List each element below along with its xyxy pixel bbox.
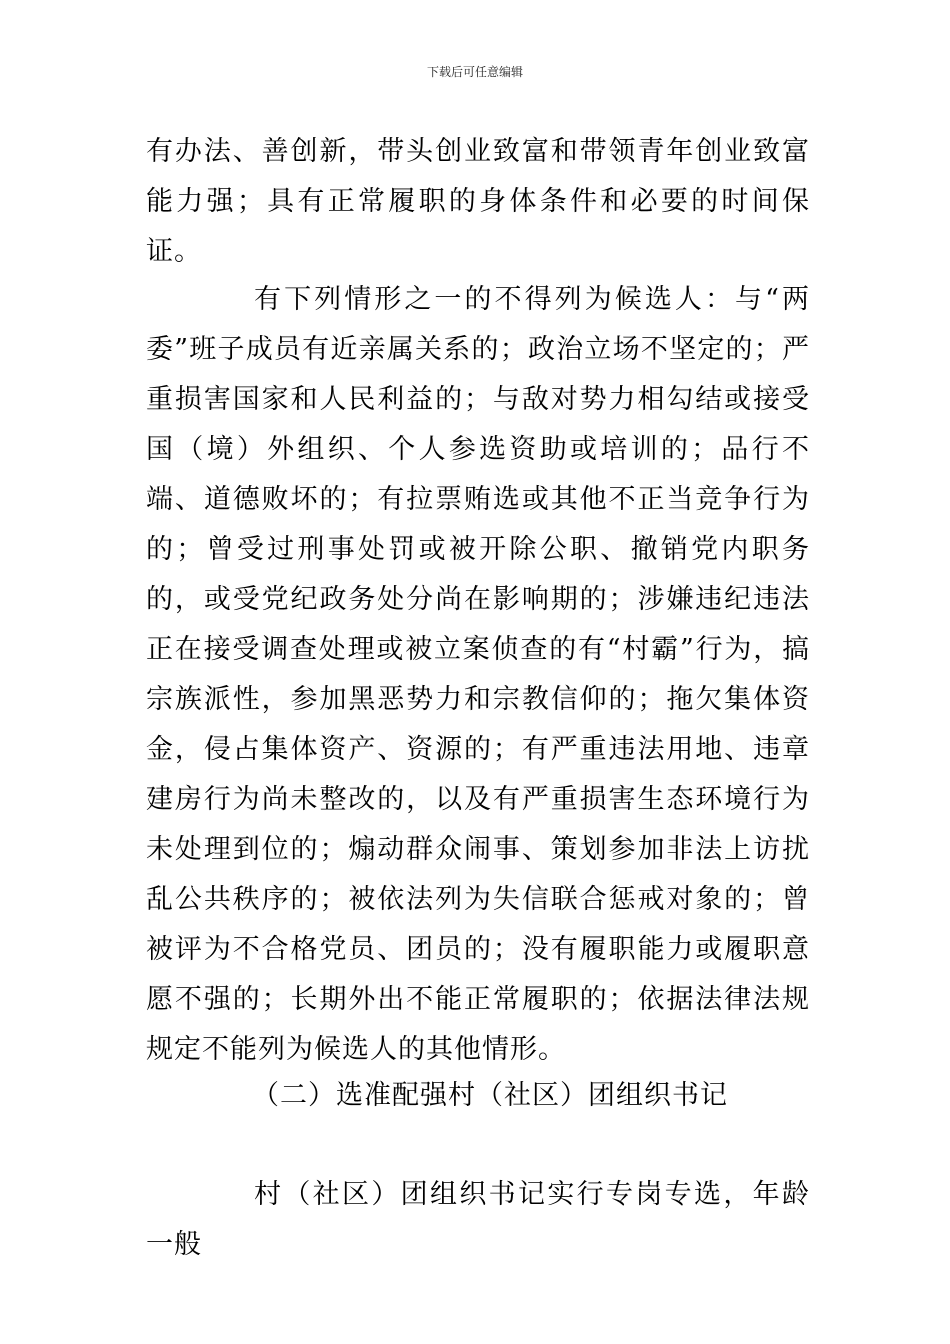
page-header-note: 下载后可任意编辑 <box>426 65 523 79</box>
section-heading: （二）选准配强村（社区）团组织书记 <box>252 1080 728 1111</box>
body-paragraph-2: 有下列情形之一的不得列为候选人：与“两委”班子成员有近亲属关系的；政治立场不坚定的；严重损害国家和人民利益的；与敌对势力相勾结或接受国（境）外组织、个人参选资助或培训的；品行不端、道德败坏的；有拉票贿选或其他不正当竞争行为的；曾受过刑事处罚或被开除公职、撤销党内职务的，或受党纪政务处分尚在影响期的；涉嫌违纪违法正在接受调查处理或被立案侦查的有“村霸”行为，搞宗族派性，参加黑恶势力和宗教信仰的；拖欠集体资金，侵占集体资产、资源的；有严重违法用地、违章建房行为尚未整改的，以及有严重损害生态环境行为未处理到位的；煽动群众闹事、策划参加非法上访扰乱公共秩序的；被依法列为失信联合惩戒对象的；曾被评为不合格党员、团员的；没有履职能力或履职意愿不强的；长期外出不能正常履职的；依据法律法规规定不能列为候选人的其他情形。 <box>146 284 810 1065</box>
body-paragraph-1: 有办法、善创新，带头创业致富和带领青年创业致富能力强；具有正常履职的身体条件和必要的时间保证。 <box>146 136 810 267</box>
body-paragraph-3: 村（社区）团组织书记实行专岗专选，年龄一般 <box>146 1179 810 1260</box>
